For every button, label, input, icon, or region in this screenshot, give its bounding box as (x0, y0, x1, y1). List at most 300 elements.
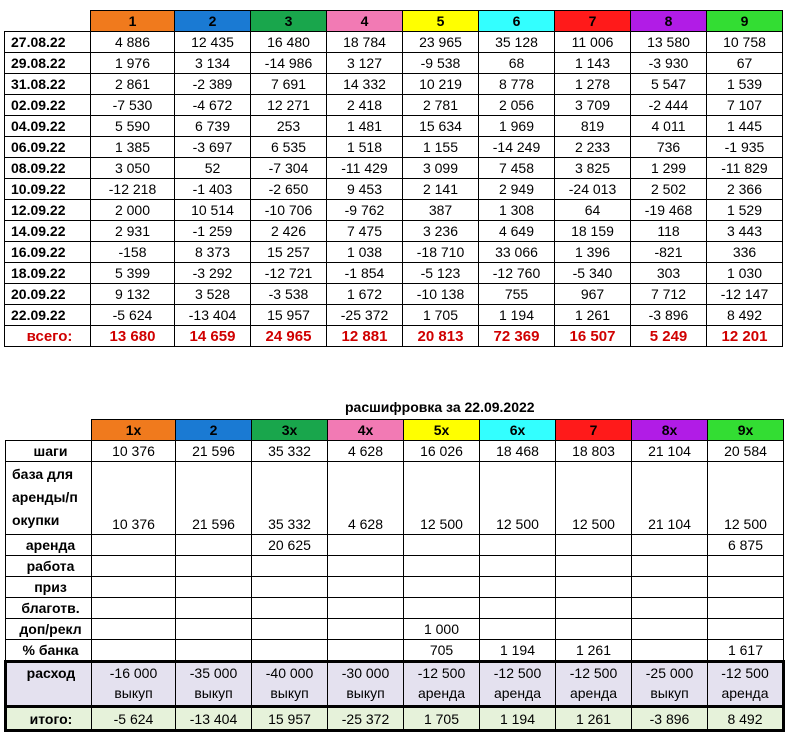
value-cell: 1 299 (631, 158, 707, 179)
value-cell: 2 000 (91, 200, 175, 221)
value-cell: 33 066 (479, 242, 555, 263)
table-row (5, 137, 783, 158)
ads-label: доп/рекл (6, 619, 92, 640)
breakdown-table (4, 419, 785, 732)
base-cell: 12 500 (480, 462, 556, 535)
prize-cell (328, 577, 404, 598)
expense-type: выкуп (650, 685, 689, 701)
table-row (5, 95, 783, 116)
column-header: 1х (92, 420, 176, 441)
expense-cell (404, 662, 480, 707)
value-cell: -24 013 (555, 179, 631, 200)
value-cell: 15 257 (251, 242, 327, 263)
ads-cell (480, 619, 556, 640)
value-cell: 67 (707, 53, 783, 74)
ads-cell (632, 619, 708, 640)
bank-cell (176, 640, 252, 662)
value-cell: -1 935 (707, 137, 783, 158)
table-row (5, 53, 783, 74)
bank-cell (92, 640, 176, 662)
expense-cell (176, 662, 252, 707)
value-cell: -19 468 (631, 200, 707, 221)
value-cell: 2 056 (479, 95, 555, 116)
date-cell: 29.08.22 (5, 53, 91, 74)
ads-cell (708, 619, 784, 640)
value-cell: 7 475 (327, 221, 403, 242)
value-cell: 6 739 (175, 116, 251, 137)
rent-cell (92, 535, 176, 556)
expense-cell (328, 662, 404, 707)
expense-type: аренда (417, 685, 466, 701)
prize-cell (556, 577, 632, 598)
base-label-line2: аренды/п (12, 489, 78, 505)
prize-cell (404, 577, 480, 598)
value-cell: -12 218 (91, 179, 175, 200)
charity-cell (176, 598, 252, 619)
charity-cell (252, 598, 328, 619)
expense-cell (556, 662, 632, 707)
value-cell: 736 (631, 137, 707, 158)
value-cell: 2 931 (91, 221, 175, 242)
value-cell: 9 453 (327, 179, 403, 200)
value-cell: 1 705 (403, 305, 479, 326)
value-cell: 3 443 (707, 221, 783, 242)
table-row (5, 305, 783, 326)
value-cell: -2 444 (631, 95, 707, 116)
work-cell (92, 556, 176, 577)
ads-cell (556, 619, 632, 640)
value-cell: 7 691 (251, 74, 327, 95)
date-cell: 06.09.22 (5, 137, 91, 158)
expense-amount: -12 500 (721, 665, 769, 681)
column-header: 6х (480, 420, 556, 441)
value-cell: 1 539 (707, 74, 783, 95)
base-cell: 10 376 (92, 462, 176, 535)
steps-cell: 21 104 (632, 441, 708, 462)
bank-cell (632, 640, 708, 662)
value-cell: 8 492 (707, 305, 783, 326)
rent-cell (176, 535, 252, 556)
base-cell: 12 500 (708, 462, 784, 535)
date-cell: 12.09.22 (5, 200, 91, 221)
value-cell: 2 418 (327, 95, 403, 116)
value-cell: 12 435 (175, 32, 251, 53)
value-cell: -11 829 (707, 158, 783, 179)
ads-row (6, 619, 784, 640)
value-cell: 68 (479, 53, 555, 74)
value-cell: 1 261 (555, 305, 631, 326)
expense-amount: -25 000 (645, 665, 694, 681)
value-cell: 4 649 (479, 221, 555, 242)
ads-cell (176, 619, 252, 640)
bank-cell: 1 194 (480, 640, 556, 662)
expense-type: выкуп (270, 685, 309, 701)
work-cell (404, 556, 480, 577)
value-cell: 253 (251, 116, 327, 137)
result-cell: 15 957 (252, 707, 328, 731)
table-row (5, 221, 783, 242)
column-header: 7 (556, 420, 632, 441)
steps-cell: 20 584 (708, 441, 784, 462)
steps-cell: 10 376 (92, 441, 176, 462)
result-cell: -13 404 (176, 707, 252, 731)
work-cell (328, 556, 404, 577)
value-cell: 1 155 (403, 137, 479, 158)
value-cell: 1 308 (479, 200, 555, 221)
column-header: 9х (708, 420, 784, 441)
value-cell: 336 (707, 242, 783, 263)
ads-cell: 1 000 (404, 619, 480, 640)
total-cell: 14 659 (175, 326, 251, 347)
rent-cell: 20 625 (252, 535, 328, 556)
value-cell: -4 672 (175, 95, 251, 116)
column-header: 8х (632, 420, 708, 441)
value-cell: 2 366 (707, 179, 783, 200)
value-cell: 1 385 (91, 137, 175, 158)
rent-cell (404, 535, 480, 556)
expense-amount: -35 000 (189, 665, 238, 681)
value-cell: -10 706 (251, 200, 327, 221)
value-cell: 15 957 (251, 305, 327, 326)
expense-type: выкуп (194, 685, 233, 701)
steps-label: шаги (6, 441, 92, 462)
expense-amount: -12 500 (569, 665, 618, 681)
base-cell: 21 596 (176, 462, 252, 535)
steps-cell: 16 026 (404, 441, 480, 462)
value-cell: -9 762 (327, 200, 403, 221)
prize-cell (708, 577, 784, 598)
value-cell: -12 147 (707, 284, 783, 305)
result-cell: 1 705 (404, 707, 480, 731)
result-cell: -25 372 (328, 707, 404, 731)
value-cell: -10 138 (403, 284, 479, 305)
expense-type: аренда (493, 685, 542, 701)
bank-label: % банка (6, 640, 92, 662)
total-cell: 12 881 (327, 326, 403, 347)
value-cell: 303 (631, 263, 707, 284)
value-cell: 3 050 (91, 158, 175, 179)
work-row (6, 556, 784, 577)
ads-cell (252, 619, 328, 640)
column-header: 2 (175, 11, 251, 32)
value-cell: 2 949 (479, 179, 555, 200)
expense-type: аренда (721, 685, 769, 701)
value-cell: 819 (555, 116, 631, 137)
expense-amount: -40 000 (265, 665, 314, 681)
value-cell: 35 128 (479, 32, 555, 53)
result-cell: -5 624 (92, 707, 176, 731)
total-cell: 20 813 (403, 326, 479, 347)
date-cell: 14.09.22 (5, 221, 91, 242)
value-cell: -158 (91, 242, 175, 263)
date-cell: 27.08.22 (5, 32, 91, 53)
bank-cell: 1 617 (708, 640, 784, 662)
ads-cell (328, 619, 404, 640)
value-cell: 1 976 (91, 53, 175, 74)
rent-cell (480, 535, 556, 556)
value-cell: -7 304 (251, 158, 327, 179)
rent-cell: 6 875 (708, 535, 784, 556)
expense-amount: -16 000 (109, 665, 158, 681)
column-header: 6 (479, 11, 555, 32)
value-cell: 1 030 (707, 263, 783, 284)
value-cell: 7 107 (707, 95, 783, 116)
column-header: 5 (403, 11, 479, 32)
table-row (5, 116, 783, 137)
result-cell: -3 896 (632, 707, 708, 731)
work-cell (480, 556, 556, 577)
value-cell: -3 896 (631, 305, 707, 326)
base-cell: 21 104 (632, 462, 708, 535)
value-cell: 10 758 (707, 32, 783, 53)
value-cell: 18 784 (327, 32, 403, 53)
value-cell: 1 969 (479, 116, 555, 137)
value-cell: 3 099 (403, 158, 479, 179)
value-cell: -3 930 (631, 53, 707, 74)
base-label-line1: база для (12, 466, 74, 482)
value-cell: -5 123 (403, 263, 479, 284)
base-cell: 12 500 (404, 462, 480, 535)
prize-cell (252, 577, 328, 598)
value-cell: 2 141 (403, 179, 479, 200)
value-cell: -12 721 (251, 263, 327, 284)
rent-cell (632, 535, 708, 556)
prize-cell (632, 577, 708, 598)
value-cell: -14 249 (479, 137, 555, 158)
value-cell: 1 194 (479, 305, 555, 326)
value-cell: 7 712 (631, 284, 707, 305)
value-cell: 5 399 (91, 263, 175, 284)
steps-cell: 35 332 (252, 441, 328, 462)
total-row (5, 326, 783, 347)
charity-cell (92, 598, 176, 619)
work-cell (632, 556, 708, 577)
value-cell: 1 445 (707, 116, 783, 137)
prize-label: приз (6, 577, 92, 598)
date-cell: 22.09.22 (5, 305, 91, 326)
date-cell: 02.09.22 (5, 95, 91, 116)
table-row (5, 200, 783, 221)
results-table (4, 10, 783, 347)
value-cell: 1 143 (555, 53, 631, 74)
result-cell: 1 194 (480, 707, 556, 731)
table-row (5, 179, 783, 200)
value-cell: 12 271 (251, 95, 327, 116)
column-header: 2 (176, 420, 252, 441)
column-header: 4х (328, 420, 404, 441)
value-cell: 967 (555, 284, 631, 305)
value-cell: -14 986 (251, 53, 327, 74)
value-cell: 3 236 (403, 221, 479, 242)
value-cell: 2 781 (403, 95, 479, 116)
value-cell: 118 (631, 221, 707, 242)
total-cell: 72 369 (479, 326, 555, 347)
expense-cell (708, 662, 784, 707)
column-header: 3х (252, 420, 328, 441)
total-label: всего: (5, 326, 91, 347)
breakdown-header-row (6, 420, 784, 441)
value-cell: -3 697 (175, 137, 251, 158)
value-cell: -3 292 (175, 263, 251, 284)
charity-cell (708, 598, 784, 619)
steps-cell: 21 596 (176, 441, 252, 462)
date-cell: 20.09.22 (5, 284, 91, 305)
bank-cell (328, 640, 404, 662)
value-cell: 1 529 (707, 200, 783, 221)
value-cell: 1 672 (327, 284, 403, 305)
expense-cell (252, 662, 328, 707)
column-header: 7 (555, 11, 631, 32)
table-row (5, 242, 783, 263)
value-cell: -1 259 (175, 221, 251, 242)
value-cell: -7 530 (91, 95, 175, 116)
value-cell: 64 (555, 200, 631, 221)
value-cell: 10 219 (403, 74, 479, 95)
value-cell: 15 634 (403, 116, 479, 137)
value-cell: 2 502 (631, 179, 707, 200)
prize-cell (480, 577, 556, 598)
value-cell: 1 278 (555, 74, 631, 95)
base-row (6, 462, 784, 535)
result-label: итого: (6, 707, 92, 731)
bank-cell: 1 261 (556, 640, 632, 662)
value-cell: 7 458 (479, 158, 555, 179)
value-cell: 3 709 (555, 95, 631, 116)
value-cell: 13 580 (631, 32, 707, 53)
corner-cell (6, 420, 92, 441)
work-cell (708, 556, 784, 577)
value-cell: -18 710 (403, 242, 479, 263)
header-row (5, 11, 783, 32)
bank-cell (252, 640, 328, 662)
date-cell: 10.09.22 (5, 179, 91, 200)
value-cell: 23 965 (403, 32, 479, 53)
date-cell: 04.09.22 (5, 116, 91, 137)
bank-row (6, 640, 784, 662)
value-cell: -1 854 (327, 263, 403, 284)
result-row (6, 707, 784, 731)
value-cell: -12 760 (479, 263, 555, 284)
value-cell: 2 233 (555, 137, 631, 158)
value-cell: -3 538 (251, 284, 327, 305)
value-cell: -11 429 (327, 158, 403, 179)
value-cell: -13 404 (175, 305, 251, 326)
expense-type: выкуп (114, 685, 153, 701)
value-cell: -2 389 (175, 74, 251, 95)
column-header: 4 (327, 11, 403, 32)
value-cell: 10 514 (175, 200, 251, 221)
value-cell: 1 518 (327, 137, 403, 158)
charity-cell (632, 598, 708, 619)
base-cell: 12 500 (556, 462, 632, 535)
column-header: 9 (707, 11, 783, 32)
value-cell: 1 038 (327, 242, 403, 263)
value-cell: 5 590 (91, 116, 175, 137)
steps-cell: 18 803 (556, 441, 632, 462)
expense-amount: -12 500 (417, 665, 466, 681)
result-cell: 1 261 (556, 707, 632, 731)
total-cell: 13 680 (91, 326, 175, 347)
charity-cell (328, 598, 404, 619)
corner-cell (5, 11, 91, 32)
column-header: 8 (631, 11, 707, 32)
prize-cell (92, 577, 176, 598)
expense-type: выкуп (346, 685, 385, 701)
value-cell: -9 538 (403, 53, 479, 74)
table-row (5, 32, 783, 53)
date-cell: 31.08.22 (5, 74, 91, 95)
steps-cell: 4 628 (328, 441, 404, 462)
value-cell: -5 340 (555, 263, 631, 284)
value-cell: -1 403 (175, 179, 251, 200)
column-header: 1 (91, 11, 175, 32)
date-cell: 18.09.22 (5, 263, 91, 284)
column-header: 3 (251, 11, 327, 32)
value-cell: 9 132 (91, 284, 175, 305)
charity-label: благотв. (6, 598, 92, 619)
rent-cell (556, 535, 632, 556)
value-cell: -25 372 (327, 305, 403, 326)
value-cell: -5 624 (91, 305, 175, 326)
expense-label: расход (6, 662, 92, 707)
value-cell: 755 (479, 284, 555, 305)
value-cell: 3 825 (555, 158, 631, 179)
prize-cell (176, 577, 252, 598)
value-cell: 3 528 (175, 284, 251, 305)
expense-cell (92, 662, 176, 707)
value-cell: 11 006 (555, 32, 631, 53)
result-cell: 8 492 (708, 707, 784, 731)
value-cell: 16 480 (251, 32, 327, 53)
steps-cell: 18 468 (480, 441, 556, 462)
base-label (6, 462, 92, 535)
charity-cell (480, 598, 556, 619)
value-cell: 52 (175, 158, 251, 179)
bank-cell: 705 (404, 640, 480, 662)
value-cell: 4 011 (631, 116, 707, 137)
expense-cell (480, 662, 556, 707)
table-row (5, 158, 783, 179)
table-row (5, 284, 783, 305)
date-cell: 16.09.22 (5, 242, 91, 263)
work-cell (556, 556, 632, 577)
value-cell: -2 650 (251, 179, 327, 200)
charity-cell (556, 598, 632, 619)
value-cell: 8 778 (479, 74, 555, 95)
base-cell: 35 332 (252, 462, 328, 535)
rent-cell (328, 535, 404, 556)
table-row (5, 263, 783, 284)
date-cell: 08.09.22 (5, 158, 91, 179)
expense-amount: -12 500 (493, 665, 542, 681)
value-cell: 18 159 (555, 221, 631, 242)
value-cell: 5 547 (631, 74, 707, 95)
value-cell: 387 (403, 200, 479, 221)
charity-cell (404, 598, 480, 619)
total-cell: 16 507 (555, 326, 631, 347)
value-cell: -821 (631, 242, 707, 263)
value-cell: 14 332 (327, 74, 403, 95)
total-cell: 24 965 (251, 326, 327, 347)
work-label: работа (6, 556, 92, 577)
work-cell (252, 556, 328, 577)
work-cell (176, 556, 252, 577)
base-label-line3: окупки (12, 512, 60, 528)
total-cell: 5 249 (631, 326, 707, 347)
prize-row (6, 577, 784, 598)
charity-row (6, 598, 784, 619)
value-cell: 4 886 (91, 32, 175, 53)
